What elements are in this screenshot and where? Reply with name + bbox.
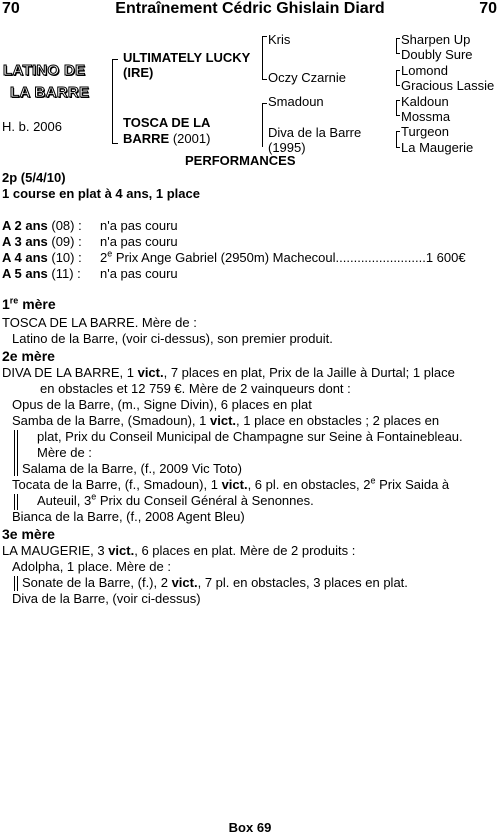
produce-opus: Opus de la Barre, (m., Signe Divin), 6 places en plat xyxy=(12,397,312,412)
produce-tocata: Tocata de la Barre, (f., Smadoun), 1 vict., 6 pl. en obstacles, 2e Prix Saida à xyxy=(12,475,450,492)
gg-2: Doubly Sure xyxy=(401,47,473,62)
page-number-right: 70 xyxy=(479,0,497,17)
age-record-4-race: 2e Prix Ange Gabriel (2950m) Machecoul.........................1 600€ xyxy=(100,248,466,265)
races-summary: 1 course en plat à 4 ans, 1 place xyxy=(2,186,200,201)
dam-name: TOSCA DE LA xyxy=(123,115,211,130)
produce-samba-line2: plat, Prix du Conseil Municipal de Champagne sur Seine à Fontainebleau. xyxy=(37,429,463,444)
sire-name: ULTIMATELY LUCKY xyxy=(123,50,251,65)
horse-name-line1: LATINO DE xyxy=(3,62,86,79)
sire-origin: (IRE) xyxy=(123,65,154,80)
third-dam-heading: 3e mère xyxy=(2,526,55,542)
horse-description: H. b. 2006 xyxy=(2,119,62,134)
second-dam-line1: DIVA DE LA BARRE, 1 vict., 7 places en plat, Prix de la Jaille à Durtal; 1 place xyxy=(2,365,455,380)
produce-bianca: Bianca de la Barre, (f., 2008 Agent Bleu) xyxy=(12,509,245,524)
produce-adolpha: Adolpha, 1 place. Mère de : xyxy=(12,559,171,574)
sire-sire: Kris xyxy=(268,32,291,47)
page-title: Entraînement Cédric Ghislain Diard xyxy=(115,0,385,17)
age-record-3: A 3 ans (09) : xyxy=(2,234,82,249)
produce-samba: Samba de la Barre, (Smadoun), 1 vict., 1 place en obstacles ; 2 places en xyxy=(12,413,440,428)
produce-diva: Diva de la Barre, (voir ci-dessus) xyxy=(12,591,201,606)
dam-sire: Smadoun xyxy=(268,94,324,109)
dam-dam: Diva de la Barre xyxy=(268,125,362,140)
gg-1: Sharpen Up xyxy=(401,32,471,47)
produce-sonate: Sonate de la Barre, (f.), 2 vict., 7 pl. en obstacles, 3 places en plat. xyxy=(22,575,408,590)
age-record-4: A 4 ans (10) : xyxy=(2,250,82,265)
gg-3: Lomond xyxy=(401,63,448,78)
gg-4: Gracious Lassie xyxy=(401,78,495,93)
first-dam-produce: Latino de la Barre, (voir ci-dessus), son premier produit. xyxy=(12,331,333,346)
gg-5: Kaldoun xyxy=(401,94,449,109)
footer-box-number: Box 69 xyxy=(228,820,272,835)
page-number-left: 70 xyxy=(2,0,20,17)
first-dam-heading: 1re mère xyxy=(2,295,56,312)
third-dam-line1: LA MAUGERIE, 3 vict., 6 places en plat. Mère de 2 produits : xyxy=(2,543,356,558)
second-dam-heading: 2e mère xyxy=(2,348,55,364)
record-summary: 2p (5/4/10) xyxy=(2,170,66,185)
sire-dam: Oczy Czarnie xyxy=(268,70,347,85)
first-dam-line: TOSCA DE LA BARRE. Mère de : xyxy=(2,315,197,330)
gg-6: Mossma xyxy=(401,109,451,124)
dam-name-year: BARRE (2001) xyxy=(123,131,211,146)
produce-tocata-line2: Auteuil, 3e Prix du Conseil Général à Senonnes. xyxy=(37,491,314,508)
horse-name-line2: LA BARRE xyxy=(10,84,90,101)
dam-dam-year: (1995) xyxy=(268,140,306,155)
gg-8: La Maugerie xyxy=(401,140,474,155)
performances-heading: PERFORMANCES xyxy=(185,153,296,168)
second-dam-line2: en obstacles et 12 759 €. Mère de 2 vainqueurs dont : xyxy=(40,381,351,396)
age-record-2: A 2 ans (08) : xyxy=(2,218,82,233)
pedigree-bracket-main xyxy=(112,59,113,144)
page-header xyxy=(0,0,500,20)
gg-7: Turgeon xyxy=(401,124,449,139)
age-record-5: A 5 ans (11) : xyxy=(2,266,81,281)
produce-samba-line3: Mère de : xyxy=(37,445,92,460)
produce-salama: Salama de la Barre, (f., 2009 Vic Toto) xyxy=(22,461,242,476)
